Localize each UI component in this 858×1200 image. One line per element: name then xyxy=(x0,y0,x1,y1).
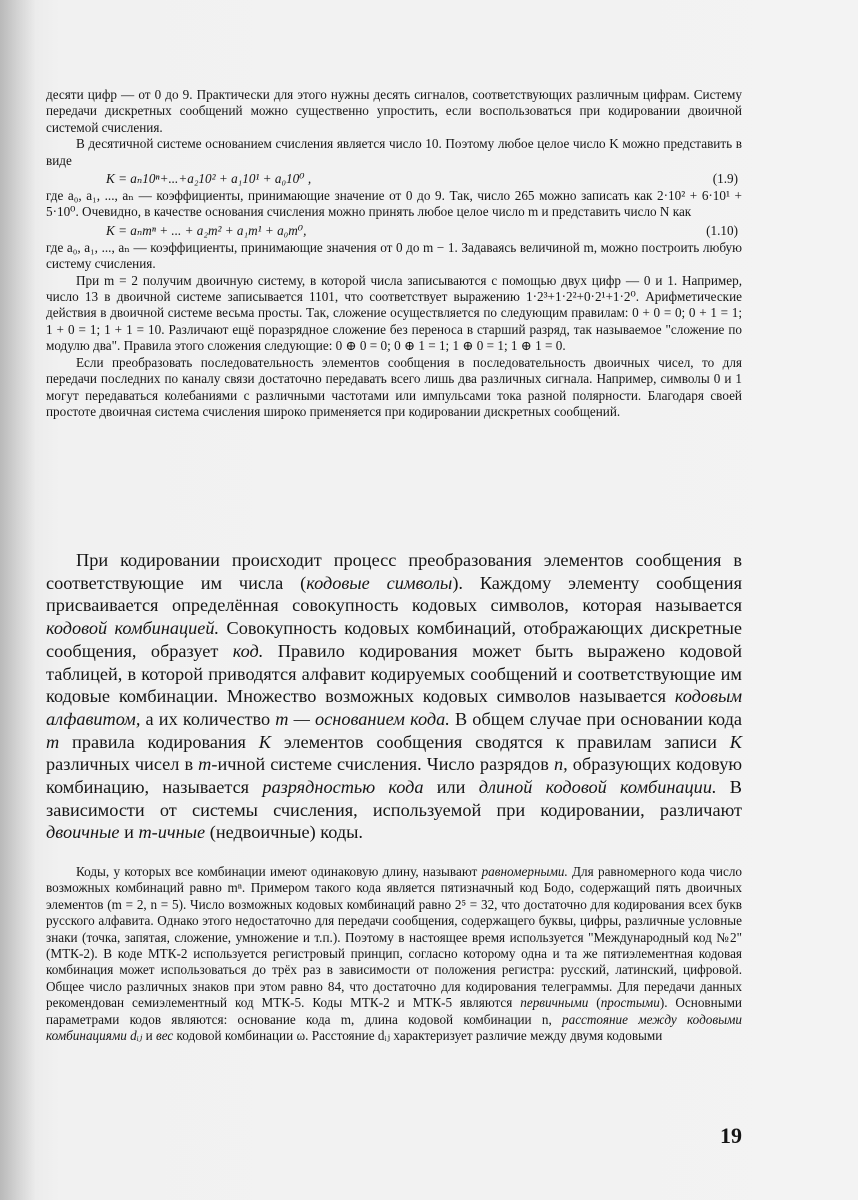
paragraph: где a₀, a₁, ..., aₙ — коэффициенты, принимающие значения от 0 до m − 1. Задаваясь величиной m, можно построить любую систему счисления. xyxy=(46,239,742,272)
term: первичными xyxy=(520,995,589,1011)
text: и xyxy=(142,1028,156,1044)
text: Коды, у которых все комбинации имеют одинаковую длину, называют xyxy=(76,864,482,879)
paragraph: где a₀, a₁, ..., aₙ — коэффициенты, принимающие значение от 0 до 9. Так, число 265 можно записать как 2·10² + 6·10¹ + 5·10⁰. Очевидно, в качестве основания счисления можно принять любое целое число m и представить число N как xyxy=(46,188,742,220)
main-text-block xyxy=(46,549,742,844)
text: и xyxy=(119,822,139,843)
text: правила кодирования xyxy=(59,731,259,752)
term: разрядностью кода xyxy=(262,777,424,798)
text: элементов сообщения сводятся к правилам записи xyxy=(271,731,730,752)
formula-1-9 xyxy=(46,169,742,188)
paragraph: Если преобразовать последовательность элементов сообщения в последовательность двоичных чисел, то для передачи последних по каналу связи достаточно передавать всего лишь два различных сигнала. Например, символы 0 и 1 могут передаваться колебаниями с различными частотами или импульсами тока разной полярности. Благодаря своей простоте двоичная система счисления широко применяется при кодировании дискретных сообщений. xyxy=(46,354,742,419)
term: m-ичные xyxy=(138,822,206,843)
text: Совокупность кодовых комбинаций, отображающих дискретные сообщения, образует xyxy=(46,618,742,661)
text: -ичной системе счисления. Число разрядов xyxy=(211,754,554,775)
paragraph xyxy=(46,549,742,844)
text: ). Основными параметрами кодов являются: основание кода m, длина кодовой комбинации n, xyxy=(46,995,742,1027)
bottom-text-block xyxy=(46,864,742,1044)
text: или xyxy=(423,777,479,798)
var: K xyxy=(729,731,742,752)
var: m xyxy=(46,731,60,752)
top-text-block xyxy=(46,87,742,420)
term: равномерными. xyxy=(481,864,568,879)
term: кодовые символы xyxy=(306,572,453,593)
text: В зависимости от системы счисления, используемой при кодировании, различают xyxy=(46,777,742,820)
term: кодовой комбинацией. xyxy=(46,618,220,639)
term: двоичные xyxy=(46,822,120,843)
text: кодовой комбинации ω. Расстояние dᵢⱼ характеризует различие между двумя кодовыми xyxy=(173,1028,663,1044)
text: ). Каждому элементу сообщения присваивается определённая совокупность кодовых символов, которая называется xyxy=(46,572,743,616)
text: В общем случае при основании кода xyxy=(449,708,742,729)
term: m — основанием кода. xyxy=(275,708,450,729)
term: код. xyxy=(232,640,264,661)
paragraph: При m = 2 получим двоичную систему, в которой числа записываются с помощью двух цифр — 0 и 1. Например, число 13 в двоичной системе записывается 1101, что соответствует выражению 1·2³+1·2²+0·2¹+1·2⁰. Арифметические действия в двоичной системе весьма просты. Так, сложение осуществляется по следующим правилам: 0 + 0 = 0; 0 + 1 = 1; 1 + 0 = 1; 1 + 1 = 10. Различают ещё поразрядное сложение без переноса в старший разряд, так называемое "сложение по модулю два". Правила этого сложения следующие: 0 ⊕ 0 = 0; 0 ⊕ 1 = 1; 1 ⊕ 0 = 1; 1 ⊕ 1 = 0. xyxy=(46,272,742,354)
text: При кодировании происходит процесс преобразования элементов сообщения в соответствующие им числа ( xyxy=(46,550,742,593)
text: (недвоичные) коды. xyxy=(205,822,363,843)
term: кодовым алфавитом, xyxy=(46,686,742,729)
paragraph xyxy=(46,864,742,1044)
text: а их количество xyxy=(140,708,276,729)
var: n, xyxy=(554,754,568,775)
formula-number: (1.9) xyxy=(712,171,738,187)
term: расстояние между кодовыми комбинациями dᵢⱼ xyxy=(46,1011,743,1044)
paragraph: десяти цифр — от 0 до 9. Практически для этого нужны десять сигналов, соответствующих различным цифрам. Систему передачи дискретных сообщений можно существенно упростить, если воспользоваться при кодировании двоичной системой счисления. xyxy=(46,87,742,135)
formula-1-10 xyxy=(46,221,742,240)
formula-number: (1.10) xyxy=(706,222,738,238)
page-number: 19 xyxy=(720,1123,742,1148)
term: простыми xyxy=(600,995,660,1011)
formula-expression: K = aₙmⁿ + ... + a₂m² + a₁m¹ + a₀m⁰, xyxy=(106,222,307,238)
text: ( xyxy=(588,995,601,1011)
text: Для равномерного кода число возможных комбинаций равно mⁿ. Примером такого кода является пятизначный код Бодо, содержащий пять двоичных элементов (m = 2, n = 5). Число возможных кодовых комбинаций равно 2⁵ = 32, что достаточно для кодирования всех букв русского алфавита. Однако этого недостаточно для передачи сообщения, содержащего буквы, цифры, различные условные знаки (точка, запятая, сложение, умножение и т.п.). Поэтому в настоящее время используется "Международный код №2" (МТК-2). В коде МТК-2 используется регистровый принцип, согласно которому одна и та же пятиэлементная кодовая комбинация может использоваться до трёх раз в зависимости от положения регистра: русский, латинский, цифровой. Общее число различных знаков при этом равно 84, что достаточно для кодирования телеграммы. Для передачи данных рекомендован семиэлементный код МТК-5. Коды МТК-2 и МТК-5 являются xyxy=(46,864,742,1011)
var: m xyxy=(198,754,212,775)
text: Правило кодирования может быть выражено кодовой таблицей, в которой приводятся алфавит кодируемых сообщений и соответствующие им кодовые комбинации. Множество возможных кодовых символов называется xyxy=(46,640,742,707)
term: вес xyxy=(155,1028,174,1044)
term: длиной кодовой комбинации. xyxy=(478,777,717,798)
text: образующих кодовую комбинацию, называется xyxy=(46,754,742,798)
var: K xyxy=(258,731,271,752)
paragraph: В десятичной системе основанием счисления является число 10. Поэтому любое целое число K можно представить в виде xyxy=(46,136,742,168)
text: различных чисел в xyxy=(46,754,199,775)
formula-expression: K = aₙ10ⁿ+...+a₂10² + a₁10¹ + a₀10⁰ , xyxy=(106,171,312,187)
